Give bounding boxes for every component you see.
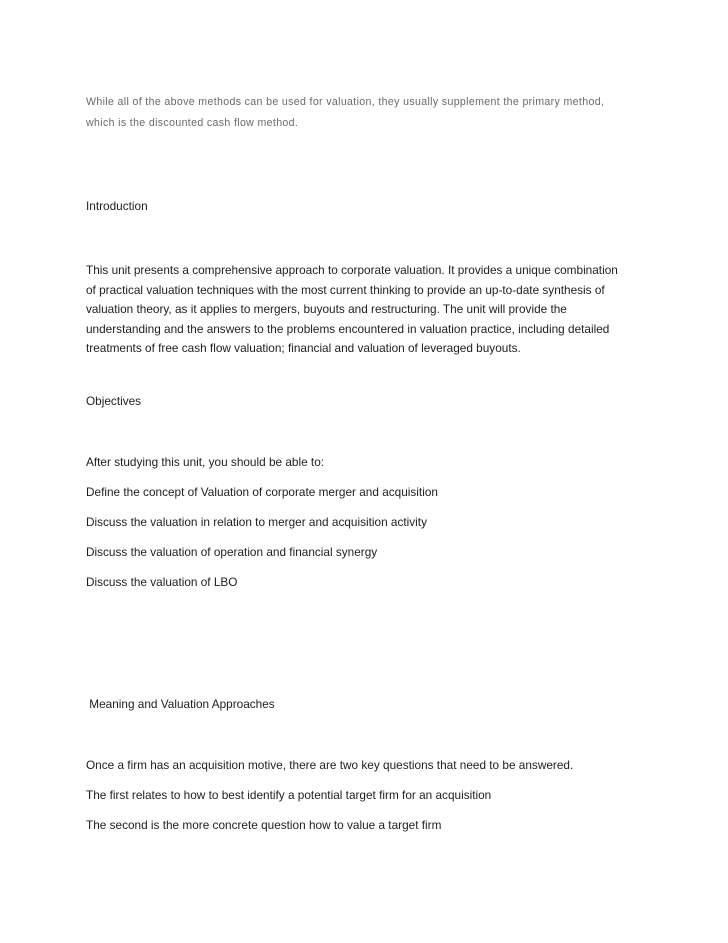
introduction-heading: Introduction bbox=[86, 199, 148, 213]
meaning-line: Once a firm has an acquisition motive, there are two key questions that need to be answered. bbox=[86, 758, 574, 772]
meaning-line: The second is the more concrete question how to value a target firm bbox=[86, 818, 442, 832]
objective-item: Define the concept of Valuation of corporate merger and acquisition bbox=[86, 485, 438, 499]
paragraph-line: valuation theory, as it applies to mergers, buyouts and restructuring. The unit will provide the bbox=[86, 302, 567, 317]
opening-note-line: which is the discounted cash flow method. bbox=[86, 117, 299, 129]
objectives-heading: Objectives bbox=[86, 394, 142, 408]
introduction-paragraph bbox=[86, 261, 646, 359]
paragraph-line: of practical valuation techniques with the most current thinking to provide an up-to-date synthesis of bbox=[86, 282, 605, 297]
objectives-lead: After studying this unit, you should be able to: bbox=[86, 455, 325, 469]
opening-note-line: While all of the above methods can be used for valuation, they usually supplement the primary method, bbox=[86, 96, 605, 108]
paragraph-line: This unit presents a comprehensive approach to corporate valuation. It provides a unique combination bbox=[86, 263, 618, 277]
meaning-section-heading: Meaning and Valuation Approaches bbox=[86, 697, 275, 711]
meaning-line: The first relates to how to best identify a potential target firm for an acquisition bbox=[86, 788, 492, 802]
paragraph-line: understanding and the answers to the problems encountered in valuation practice, including detailed bbox=[86, 321, 610, 336]
objective-item: Discuss the valuation of LBO bbox=[86, 575, 238, 589]
objective-item: Discuss the valuation in relation to merger and acquisition activity bbox=[86, 515, 427, 529]
objective-item: Discuss the valuation of operation and financial synergy bbox=[86, 545, 378, 559]
paragraph-line: treatments of free cash flow valuation; financial and valuation of leveraged buyouts. bbox=[86, 341, 521, 356]
opening-note bbox=[86, 92, 646, 134]
